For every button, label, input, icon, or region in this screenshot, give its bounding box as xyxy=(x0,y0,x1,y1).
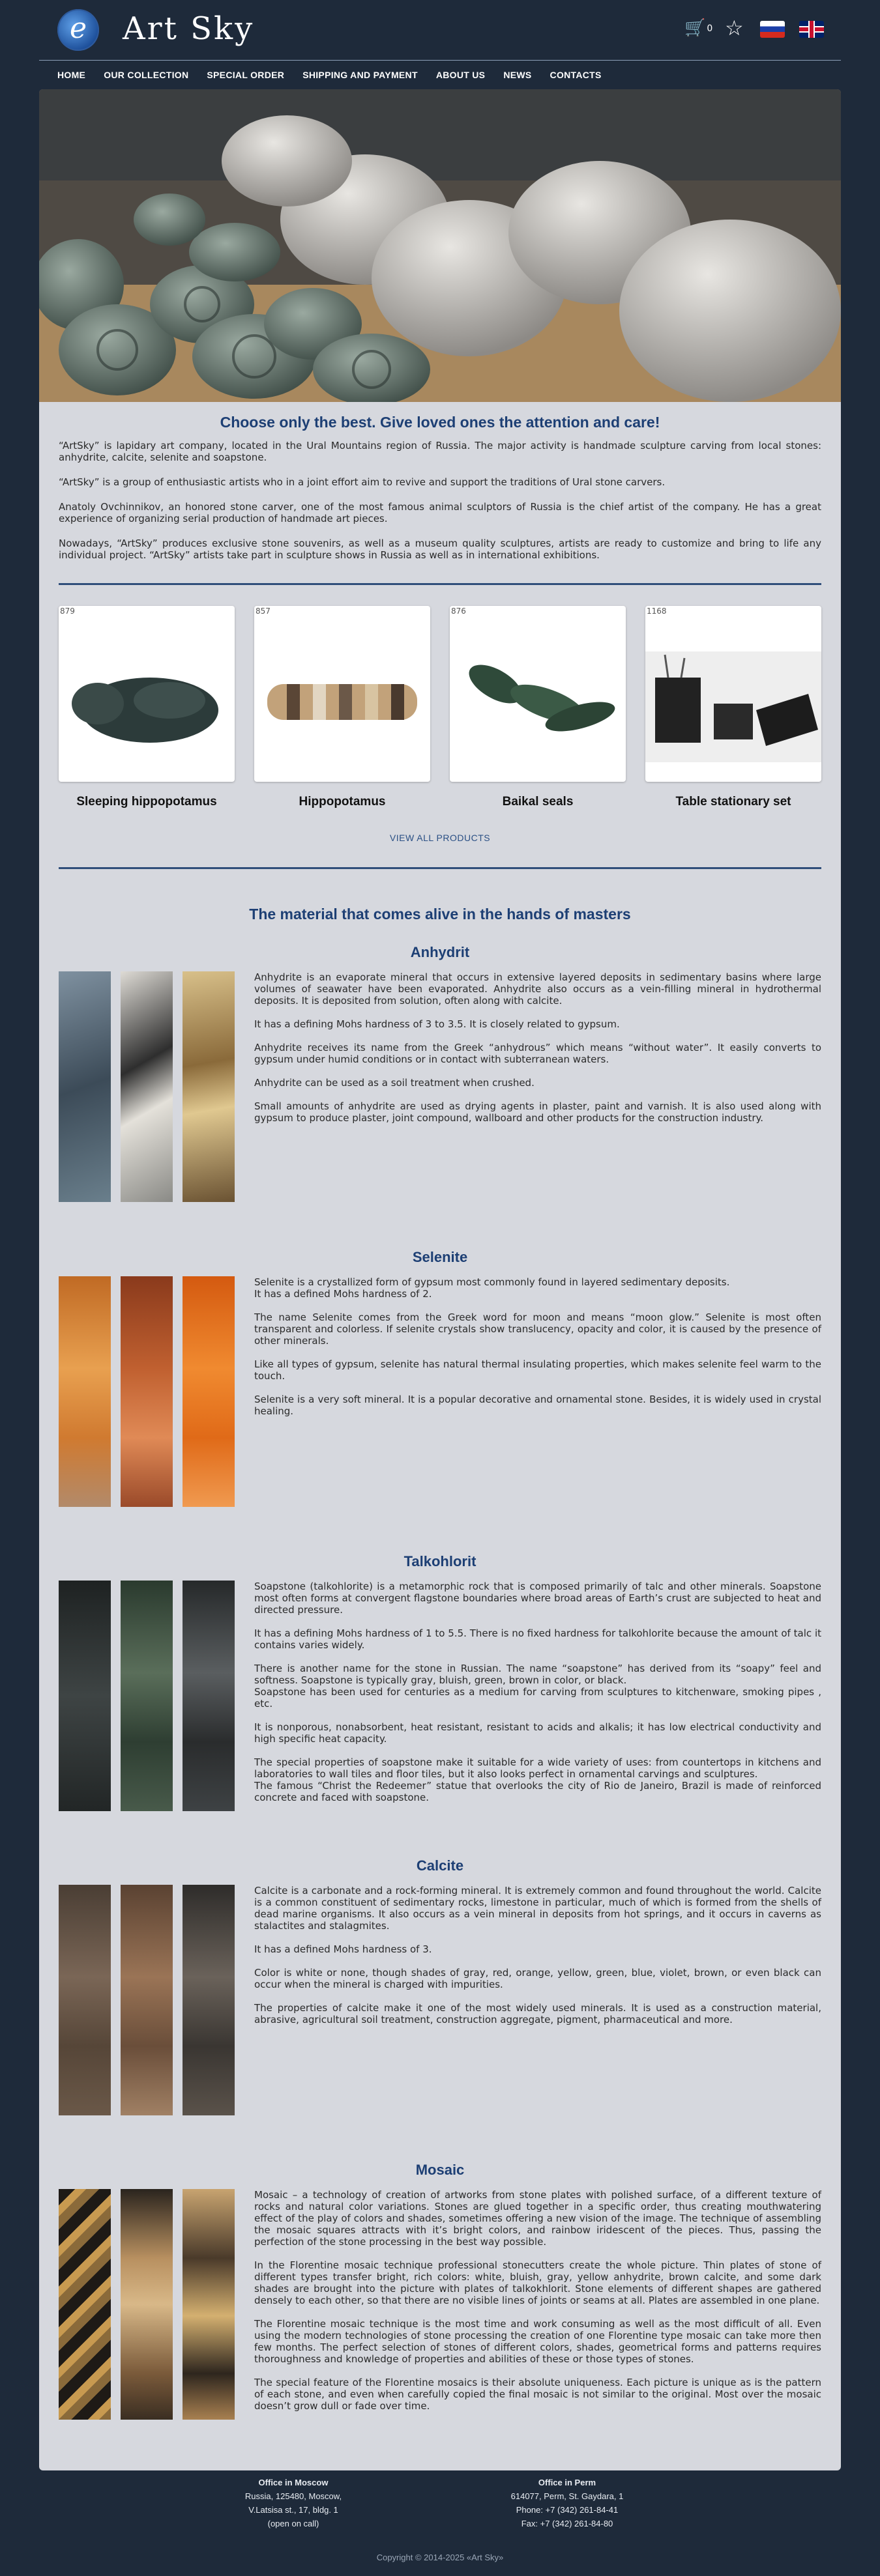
mineral-paragraph: There is another name for the stone in Russian. The name “soapstone” has derived from its “soapy” feel and softness. Soapstone is typically gray, bluish, green, brown in color, or black. Soapstone has been used for centuries as a medium for carving from sculptures to kitchenware, smoking pipes , etc. xyxy=(254,1663,821,1710)
mineral-description xyxy=(254,1581,821,1815)
hippo-mosaic-icon xyxy=(254,606,430,782)
stone-texture-image xyxy=(121,1581,173,1811)
mineral-description xyxy=(254,1276,821,1429)
site-title[interactable]: Art Sky xyxy=(123,10,255,47)
office-address-line: (open on call) xyxy=(267,2519,319,2528)
footer-office-moscow xyxy=(163,2476,424,2530)
intro-text xyxy=(59,440,821,574)
mineral-images xyxy=(59,1885,235,2115)
mineral-paragraph: The special feature of the Florentine mosaics is their absolute uniqueness. Each picture is unique as is the pattern of each stone, and even when carefully copied the final mosaic is not similar to the original. Most over the mosaic doesn’t grow dull or fade over time. xyxy=(254,2377,821,2412)
nav-news[interactable]: NEWS xyxy=(503,70,532,80)
hippo-sculpture-icon xyxy=(59,606,235,782)
product-card[interactable] xyxy=(450,606,626,809)
mineral-images xyxy=(59,1581,235,1811)
nav-special-order[interactable]: SPECIAL ORDER xyxy=(207,70,285,80)
hero-sculptures-illustration xyxy=(39,89,841,402)
mineral-paragraph: Soapstone (talkohlorite) is a metamorphic rock that is composed primarily of talc and other minerals. Soapstone most often forms at convergent flagstone boundaries where broad areas of Earth’s crust are subjected to heat and directed pressure. xyxy=(254,1581,821,1616)
materials-title: The material that comes alive in the hands of masters xyxy=(249,906,631,923)
mineral-paragraph: It has a defining Mohs hardness of 3 to 3.5. It is closely related to gypsum. xyxy=(254,1018,620,1030)
mineral-images xyxy=(59,2189,235,2420)
office-title: Office in Moscow xyxy=(258,2478,329,2487)
stone-texture-image xyxy=(59,971,111,1202)
mineral-description xyxy=(254,971,821,1136)
product-code: 876 xyxy=(451,607,466,616)
nav-home[interactable]: HOME xyxy=(57,70,86,80)
stone-texture-image xyxy=(183,1885,235,2115)
intro-paragraph: “ArtSky” is lapidary art company, located in the Ural Mountains region of Russia. The major activity is handmade sculpture carving from local stones: anhydrite, calcite, selenite and soapstone. xyxy=(59,440,821,463)
product-image[interactable] xyxy=(254,606,430,782)
hero-image xyxy=(39,89,841,402)
mineral-images xyxy=(59,971,235,1202)
product-name[interactable]: Hippopotamus xyxy=(299,795,386,809)
mineral-paragraph: It is nonporous, nonabsorbent, heat resistant, resistant to acids and alkalis; it has low electrical conductivity and high specific heat capacity. xyxy=(254,1721,821,1745)
office-address-line: 614077, Perm, St. Gaydara, 1 xyxy=(510,2491,624,2501)
seals-sculpture-icon xyxy=(450,606,626,782)
stone-texture-image xyxy=(59,1581,111,1811)
mosaic-image xyxy=(59,2189,111,2420)
office-fax: Fax: +7 (342) 261-84-80 xyxy=(521,2519,613,2528)
mineral-paragraph: Selenite is a very soft mineral. It is a popular decorative and ornamental stone. Besides, it is widely used in crystal healing. xyxy=(254,1394,821,1417)
product-card[interactable] xyxy=(59,606,235,809)
intro-paragraph: Anatoly Ovchinnikov, an honored stone carver, one of the most famous animal sculptors of Russia is the chief artist of the company. He has a great experience of organizing serial production of handmade art pieces. xyxy=(59,501,821,524)
cart-icon[interactable]: 🛒 0 xyxy=(684,18,713,38)
mineral-title: Calcite xyxy=(416,1857,464,1874)
stationary-set-icon xyxy=(645,606,821,782)
view-all-products-link[interactable]: VIEW ALL PRODUCTS xyxy=(389,833,491,843)
product-name[interactable]: Table stationary set xyxy=(675,795,791,809)
stone-texture-image xyxy=(183,971,235,1202)
mineral-description xyxy=(254,2189,821,2424)
main-nav xyxy=(39,61,841,89)
mineral-paragraph: In the Florentine mosaic technique professional stonecutters create the whole picture. Thin plates of stone of different types transfer bright, rich colors: white, bluish, gray, yellow anhydrite, brown calcite, and some dark shades are brought into the picture with plates of talkokhlorit. Stone elements of different shapes are gathered densely to each other, so that there are no visible lines of joints or seams at all. Plates are assembled in one plane. xyxy=(254,2259,821,2306)
mineral-title: Selenite xyxy=(412,1249,468,1265)
mineral-title: Anhydrit xyxy=(410,944,470,960)
product-image[interactable] xyxy=(450,606,626,782)
mineral-paragraph: Calcite is a carbonate and a rock-forming mineral. It is extremely common and found throughout the world. Calcite is a common constituent of sedimentary rocks, limestone in particular, much of which is formed from the shells of dead marine organisms. It also occurs as a vein mineral in deposits from hot springs, and it occurs in caverns as stalactites and stalagmites. xyxy=(254,1885,821,1932)
main-panel xyxy=(39,89,841,2470)
section-divider xyxy=(59,867,821,869)
mineral-paragraph: The name Selenite comes from the Greek word for moon and means “moon glow.” Selenite is most often transparent and colorless. If selenite crystals show translucency, opacity and color, it is caused by the presence of other minerals. xyxy=(254,1311,821,1347)
office-phone[interactable]: Phone: +7 (342) 261-84-41 xyxy=(516,2505,619,2515)
stone-texture-image xyxy=(121,1885,173,2115)
mineral-paragraph: Anhydrite is an evaporate mineral that occurs in extensive layered deposits in sedimentary basins where large volumes of seawater have been evaporated. Anhydrite also occurs as a vein-filling mineral in hydrothermal deposits. It is deposited from solution, often along with calcite. xyxy=(254,971,821,1007)
logo-icon[interactable] xyxy=(57,9,99,51)
mosaic-image xyxy=(183,2189,235,2420)
logo-letter: e xyxy=(69,12,87,45)
product-name[interactable]: Sleeping hippopotamus xyxy=(76,795,217,809)
mineral-paragraph: It has a defining Mohs hardness of 1 to 5.5. There is no fixed hardness for talkohlorite because the amount of talc it contains varies widely. xyxy=(254,1627,821,1651)
nav-our-collection[interactable]: OUR COLLECTION xyxy=(104,70,189,80)
office-title: Office in Perm xyxy=(538,2478,596,2487)
mineral-title: Mosaic xyxy=(415,2162,465,2178)
product-image[interactable] xyxy=(59,606,235,782)
office-address-line: Russia, 125480, Moscow, xyxy=(244,2491,342,2501)
russian-flag-icon[interactable] xyxy=(760,21,785,38)
office-address-line: V.Latsisa st., 17, bldg. 1 xyxy=(248,2505,338,2515)
mineral-paragraph: Color is white or none, though shades of gray, red, orange, yellow, green, blue, violet, brown, or even black can occur when the mineral is charged with impurities. xyxy=(254,1967,821,1990)
stone-texture-image xyxy=(183,1276,235,1507)
mineral-paragraph: The properties of calcite make it one of the most widely used minerals. It is used as a construction material, abrasive, agricultural soil treatment, construction aggregate, pigment, pharmaceutical and more. xyxy=(254,2002,821,2025)
product-code: 857 xyxy=(256,607,271,616)
copyright: Copyright © 2014-2025 «Art Sky» xyxy=(376,2553,504,2562)
mineral-title: Talkohlorit xyxy=(403,1553,477,1569)
product-image[interactable] xyxy=(645,606,821,782)
stone-texture-image xyxy=(121,971,173,1202)
stone-texture-image xyxy=(183,1581,235,1811)
stone-texture-image xyxy=(59,1885,111,2115)
intro-paragraph: “ArtSky” is a group of enthusiastic artists who in a joint effort aim to revive and support the traditions of Ural stone carvers. xyxy=(59,476,666,488)
product-code: 879 xyxy=(60,607,75,616)
nav-shipping-and-payment[interactable]: SHIPPING AND PAYMENT xyxy=(302,70,418,80)
mineral-images xyxy=(59,1276,235,1507)
mineral-paragraph: Selenite is a crystallized form of gypsum most commonly found in layered sedimentary deposits. It has a defined Mohs hardness of 2. xyxy=(254,1276,730,1300)
stone-texture-image xyxy=(121,1276,173,1507)
mosaic-image xyxy=(121,2189,173,2420)
mineral-paragraph: Like all types of gypsum, selenite has natural thermal insulating properties, which makes selenite feel warm to the touch. xyxy=(254,1358,821,1382)
uk-flag-icon[interactable] xyxy=(799,21,824,38)
intro-title: Choose only the best. Give loved ones the attention and care! xyxy=(220,414,660,431)
footer-office-perm xyxy=(437,2476,697,2530)
intro-paragraph: Nowadays, “ArtSky” produces exclusive stone souvenirs, as well as a museum quality sculptures, artists are ready to customize and bring to life any individual project. “ArtSky” artists take part in sculpture shows in Russia as well as in international exhibitions. xyxy=(59,537,821,561)
cart-count: 0 xyxy=(707,23,713,34)
favorites-star-icon[interactable]: ☆ xyxy=(725,16,744,40)
mineral-description xyxy=(254,1885,821,2037)
site-header xyxy=(39,0,841,60)
stone-texture-image xyxy=(59,1276,111,1507)
mineral-paragraph: Mosaic – a technology of creation of artworks from stone plates with polished surface, of a different texture of rocks and natural color variations. Stones are glued together in a specific order, thus creating mouthwatering effect of the play of colors and shades, sometimes offering a new vision of the image. The technique of assembling the mosaic squares attracts with it’s bright colors, and rainbow iridescent of the pieces. Thus, passing the perfection of the stone processing in the best way possible. xyxy=(254,2189,821,2248)
mineral-paragraph: Anhydrite can be used as a soil treatment when crushed. xyxy=(254,1077,535,1089)
section-divider xyxy=(59,583,821,585)
mineral-paragraph: The special properties of soapstone make it suitable for a wide variety of uses: from countertops in kitchens and laboratories to wall tiles and floor tiles, but it also looks perfect in ornamental carvings and sculptures. The famous “Christ the Redeemer” statue that overlooks the city of Rio de Janeiro, Brazil is made of reinforced concrete and faced with soapstone. xyxy=(254,1756,821,1803)
mineral-paragraph: Small amounts of anhydrite are used as drying agents in plaster, paint and varnish. It is also used along with gypsum to produce plaster, joint compound, wallboard and other products for the construction industry. xyxy=(254,1100,821,1124)
mineral-paragraph: The Florentine mosaic technique is the most time and work consuming as well as the most difficult of all. Even using the modern technologies of stone processing the creation of one Florentine type mosaic can take more then few months. The perfect selection of stones of different colors, shades, geometrical forms and patterns requires thoroughness and knowledge of properties and abilities of these or those types of stones. xyxy=(254,2318,821,2365)
product-card[interactable] xyxy=(645,606,821,809)
nav-contacts[interactable]: CONTACTS xyxy=(550,70,602,80)
product-code: 1168 xyxy=(647,607,667,616)
nav-about-us[interactable]: ABOUT US xyxy=(435,70,486,80)
mineral-paragraph: It has a defined Mohs hardness of 3. xyxy=(254,1943,432,1955)
product-grid xyxy=(59,606,821,814)
product-name[interactable]: Baikal seals xyxy=(502,795,574,809)
mineral-paragraph: Anhydrite receives its name from the Greek “anhydrous” which means “without water”. It easily converts to gypsum under humid conditions or in contact with subterranean waters. xyxy=(254,1042,821,1065)
product-card[interactable] xyxy=(254,606,430,809)
